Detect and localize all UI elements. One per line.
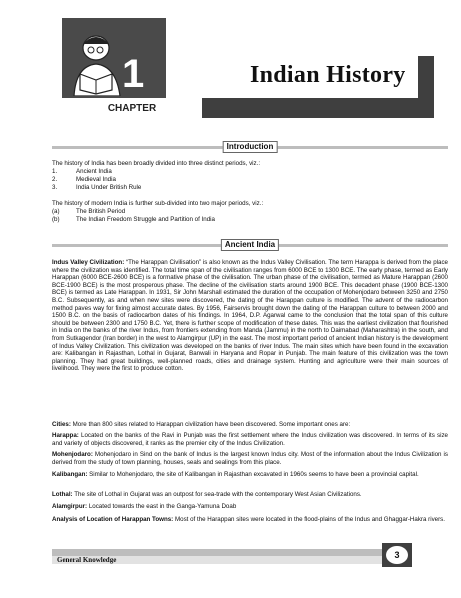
- ivc-paragraph: Indus Valley Civilization: “The Harappan Civilisation” is also known as the Indus Valley Civilisation. The term Harappa is derived from the place where the civilization was identified. The total time span of the civilisation ranges from 6000 BCE to 1300 BCE. The early phase, termed as Early Harappan (6000 BCE-2600 BCE) is a formative phase of the civilisation. The urban phase of the civilisation, termed as Mature Harappan (2600 BCE-1900 BCE) is the most prosperous phase. The decline of the civilisation starts around 1900 BCE. This decadent phase (1900 BCE-1300 BCE) is termed as Late Harappan. In 1931, Sir John Marshall estimated the duration of the occupation of Mohenjodaro between 3250 and 2750 B.C. Subsequently, as and when new sites were discovered, the dating of the Harappan culture is modified. The advent of the radiocarbon method paves way for fixing almost accurate dates. By 1956, Fairservis brought down the dating of the Harappan culture to between 2000 and 1500 B.C. on the basis of radiocarbon dates of his findings. In 1964, D.P. Agarwal came to the conclusion that the total span of this culture should be between 2300 and 1750 B.C. Yet, there is further scope of modification of these dates. This was the earliest civilization that flourished in India on the banks of the river Indus, from frontiers extending from Manda (Jammu) in the north to Daimabad (Maharashtra) in the south, and from Sutkagendor (Iran border) in the west to Alamgirpur (UP) in the east. The most important period of ancient Indian history is the development of Indus Valley Civilization. This civilization was developed on the banks of river Indus. The main sites which have been found in the excavation are: Kalibangan in Rajasthan, Lothal in Gujarat, Banwali in Haryana and Ropar in Punjab. The main feature of this civilization was the town planning. They had great buildings, well-planned roads, cities and drainage system. Hunting and agriculture were their main sources of livelihood. They were the first to produce cotton.: [52, 259, 448, 373]
- section-heading-label: Introduction: [223, 141, 278, 153]
- reader-illustration-icon: [66, 30, 128, 96]
- section-heading-introduction: [52, 141, 448, 153]
- section-heading-label: Ancient India: [221, 239, 279, 251]
- footer-rule-dark: [52, 549, 398, 556]
- list-item: 2. Medieval India: [52, 176, 116, 183]
- list-item: (b) The Indian Freedom Struggle and Partition of India: [52, 216, 215, 223]
- kalibangan-paragraph: Kalibangan: Similar to Mohenjodaro, the site of Kalibangan in Rajasthan excavated in 1960s seems to have been a provincial capital.: [52, 471, 419, 478]
- header-side-bar: [418, 56, 434, 118]
- page-number: 3: [386, 546, 408, 564]
- intro-paragraph-2: The history of modern India is further sub-divided into two major periods, viz.:: [52, 200, 264, 207]
- section-heading-ancient-india: [52, 239, 448, 251]
- lothal-paragraph: Lothal: The site of Lothal in Gujarat was an outpost for sea-trade with the contemporary West Asian Civilizations.: [52, 491, 362, 498]
- intro-paragraph-1: The history of India has been broadly divided into three distinct periods, viz.:: [52, 160, 261, 167]
- list-item: 3. India Under British Rule: [52, 184, 142, 191]
- cities-paragraph: Cities: More than 800 sites related to Harappan civilization have been discovered. Some important ones are:: [52, 421, 351, 428]
- alamgirpur-paragraph: Alamgirpur: Located towards the east in the Ganga-Yamuna Doab: [52, 503, 237, 510]
- harappa-paragraph: Harappa: Located on the banks of the Ravi in Punjab was the first settlement where the Indus civilization was discovered. In terms of its size and variety of objects discovered, it ranks as the premier city of the Indus Civilization.: [52, 432, 448, 447]
- footer-label: General Knowledge: [57, 556, 117, 564]
- mohenjodaro-paragraph: Mohenjodaro: Mohenjodaro in Sind on the bank of Indus is the largest known Indus city. Most of the information about the Indus Civilization is derived from the study of town planning, houses, seals and sealings from this place.: [52, 451, 448, 466]
- chapter-label: CHAPTER: [62, 98, 202, 118]
- page-title: Indian History: [250, 62, 406, 88]
- list-item: (a) The British Period: [52, 208, 126, 215]
- analysis-paragraph: Analysis of Location of Harappan Towns: Most of the Harappan sites were located in the flood-plains of the Indus and Ghaggar-Hakra rivers.: [52, 516, 445, 523]
- chapter-number: 1: [122, 52, 145, 96]
- list-item: 1. Ancient India: [52, 168, 112, 175]
